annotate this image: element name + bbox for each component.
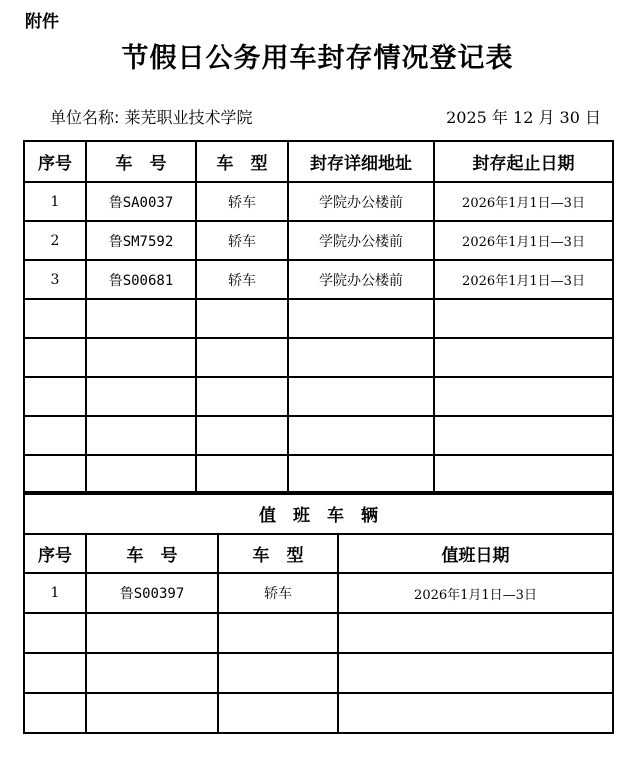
cell-address: 学院办公楼前 [288,221,434,260]
seal-col-header-type: 车 型 [196,141,288,182]
duty-section-title: 值 班 车 辆 [24,492,613,534]
cell-plate: 鲁SA0037 [86,182,196,221]
table-row [24,182,613,221]
cell-type: 轿车 [196,182,288,221]
attachment-label: 附件 [25,12,59,32]
empty-row [24,455,613,494]
cell-index: 3 [24,260,86,299]
seal-col-header-index: 序号 [24,141,86,182]
duty-col-header-plate: 车 号 [86,534,218,573]
seal-col-header-address: 封存详细地址 [288,141,434,182]
cell-type: 轿车 [218,573,338,613]
duty-col-header-type: 车 型 [218,534,338,573]
cell-address: 学院办公楼前 [288,182,434,221]
duty-col-header-date: 值班日期 [338,534,613,573]
duty-table-header-row [24,534,613,573]
cell-index: 1 [24,573,86,613]
cell-type: 轿车 [196,260,288,299]
empty-row [24,299,613,338]
empty-row [24,416,613,455]
table-row [24,260,613,299]
cell-index: 2 [24,221,86,260]
duty-banner-row [24,492,613,534]
cell-address: 学院办公楼前 [288,260,434,299]
seal-table-header-row [24,141,613,182]
empty-row [24,693,613,733]
empty-row [24,653,613,693]
empty-row [24,613,613,653]
table-row [24,573,613,613]
cell-type: 轿车 [196,221,288,260]
seal-table [23,140,614,495]
report-date: 2025 年 12 月 30 日 [446,108,601,127]
cell-period: 2026年1月1日—3日 [434,260,613,299]
duty-table [23,491,614,734]
cell-duty-date: 2026年1月1日—3日 [338,573,613,613]
cell-period: 2026年1月1日—3日 [434,221,613,260]
unit-name: 单位名称: 莱芜职业技术学院 [50,108,253,127]
cell-period: 2026年1月1日—3日 [434,182,613,221]
empty-row [24,338,613,377]
seal-col-header-plate: 车 号 [86,141,196,182]
cell-plate: 鲁SM7592 [86,221,196,260]
info-line [50,105,601,128]
duty-col-header-index: 序号 [24,534,86,573]
page-title: 节假日公务用车封存情况登记表 [121,43,514,74]
seal-col-header-period: 封存起止日期 [434,141,613,182]
cell-plate: 鲁S00397 [86,573,218,613]
cell-plate: 鲁S00681 [86,260,196,299]
cell-index: 1 [24,182,86,221]
table-row [24,221,613,260]
empty-row [24,377,613,416]
